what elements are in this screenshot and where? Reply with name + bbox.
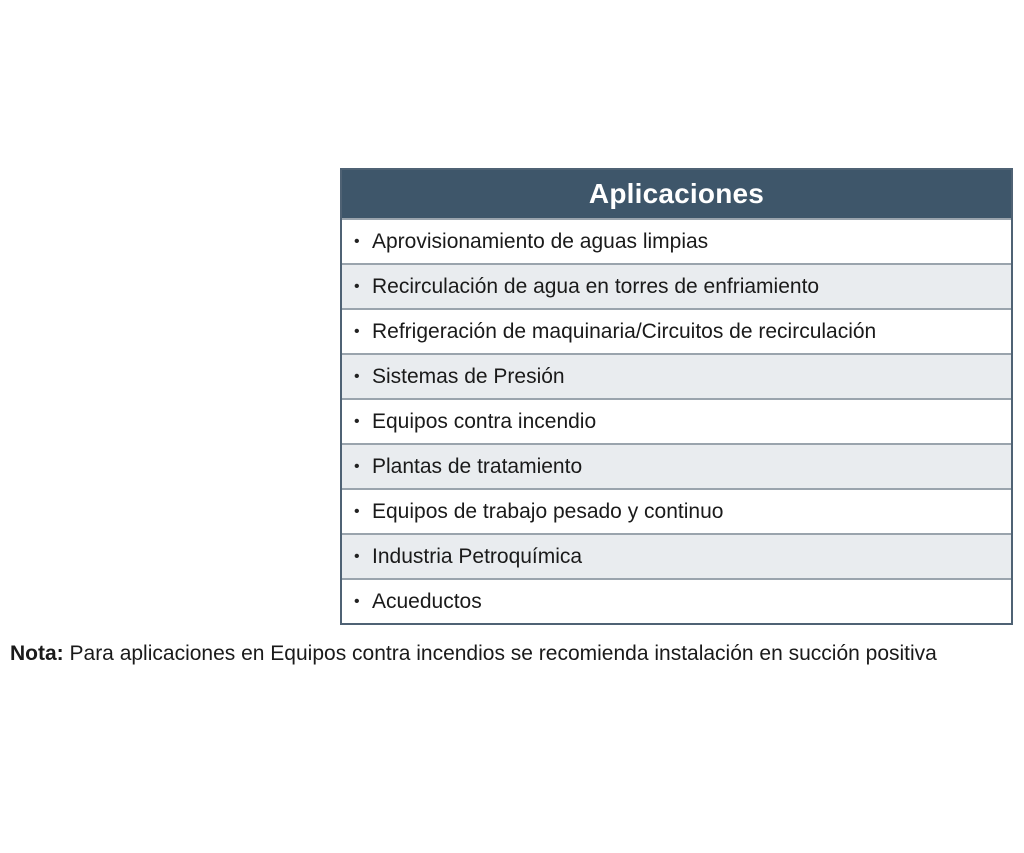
table-row	[342, 578, 1011, 623]
table-row	[342, 353, 1011, 398]
row-text: Refrigeración de maquinaria/Circuitos de recirculación	[372, 319, 877, 343]
row-text: Industria Petroquímica	[372, 544, 583, 568]
table-row	[342, 263, 1011, 308]
bullet-icon: •	[354, 322, 360, 340]
row-text: Plantas de tratamiento	[372, 454, 583, 478]
bullet-icon: •	[354, 412, 360, 430]
bullet-icon: •	[354, 592, 360, 610]
row-text: Equipos de trabajo pesado y continuo	[372, 499, 724, 523]
table-row	[342, 218, 1011, 263]
row-text: Aprovisionamiento de aguas limpias	[372, 229, 709, 253]
table-row	[342, 398, 1011, 443]
table-row	[342, 308, 1011, 353]
row-text: Acueductos	[372, 589, 482, 613]
bullet-icon: •	[354, 502, 360, 520]
table-header: Aplicaciones	[342, 170, 1011, 218]
footnote	[10, 640, 940, 668]
row-text: Sistemas de Presión	[372, 364, 565, 388]
note-text: Para aplicaciones en Equipos contra incendios se recomienda instalación en succión positiva	[63, 642, 937, 665]
table-row	[342, 443, 1011, 488]
bullet-icon: •	[354, 277, 360, 295]
table-row	[342, 533, 1011, 578]
bullet-icon: •	[354, 232, 360, 250]
bullet-icon: •	[354, 367, 360, 385]
bullet-icon: •	[354, 457, 360, 475]
note-label: Nota:	[10, 642, 64, 665]
applications-table	[340, 168, 1013, 625]
bullet-icon: •	[354, 547, 360, 565]
table-row	[342, 488, 1011, 533]
row-text: Recirculación de agua en torres de enfriamiento	[372, 274, 820, 298]
row-text: Equipos contra incendio	[372, 409, 597, 433]
